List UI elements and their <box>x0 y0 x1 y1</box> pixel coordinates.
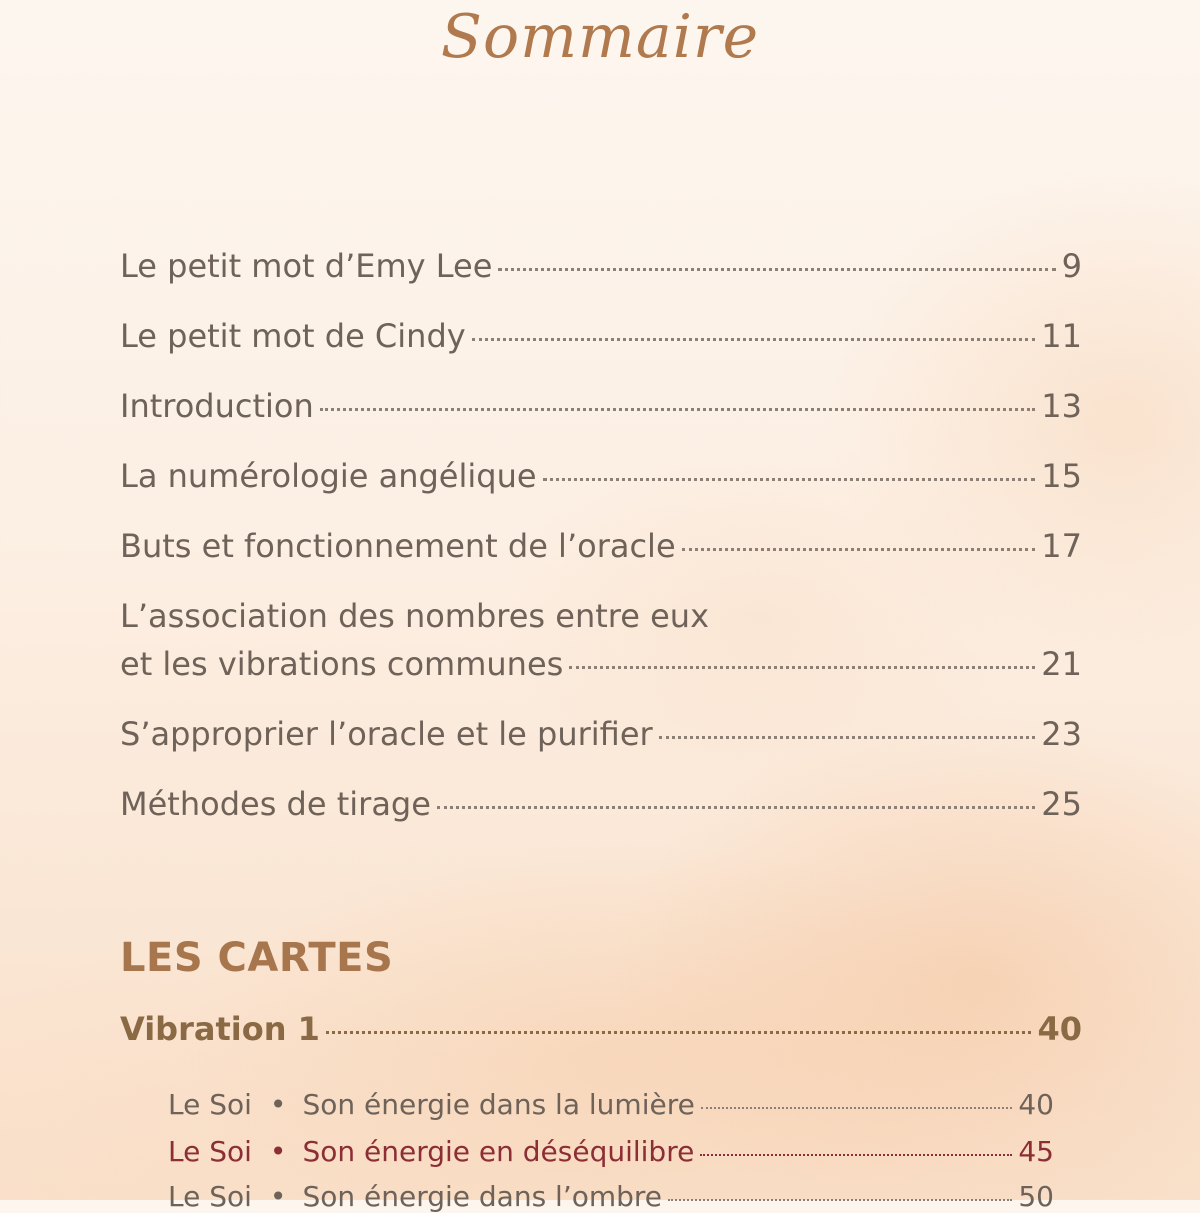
sub-entry-page: 45 <box>1018 1135 1054 1168</box>
dot-leader <box>701 1107 1013 1109</box>
dot-leader <box>326 1031 1032 1034</box>
sub-entry-page: 40 <box>1018 1088 1054 1121</box>
toc-entry-page: 15 <box>1041 457 1082 495</box>
toc-entry-page: 17 <box>1041 527 1082 565</box>
bullet-icon: • <box>269 1135 287 1168</box>
toc-entry[interactable] <box>120 520 1082 590</box>
sub-entry-label: Son énergie dans la lumière <box>302 1088 695 1121</box>
bullet-icon: • <box>269 1180 287 1213</box>
toc-entry[interactable] <box>120 310 1082 380</box>
sub-entry-subject: Le Soi <box>168 1180 252 1213</box>
section-heading: LES CARTES <box>120 935 394 981</box>
vibration-label: Vibration 1 <box>120 1010 320 1048</box>
toc-entry-label: Introduction <box>120 387 314 425</box>
toc-entry-label: Le petit mot d’Emy Lee <box>120 247 493 285</box>
toc-entry-label: Méthodes de tirage <box>120 785 431 823</box>
toc-sub-entry[interactable] <box>168 1088 1054 1121</box>
toc-sub-entry[interactable] <box>168 1180 1054 1213</box>
toc-entry-page: 23 <box>1041 715 1082 753</box>
toc-entry-page: 9 <box>1061 247 1082 285</box>
dot-leader <box>320 408 1036 411</box>
dot-leader <box>543 478 1036 481</box>
toc-entry-page: 21 <box>1041 645 1082 683</box>
toc-entry-label: L’association des nombres entre eux <box>120 597 709 635</box>
bullet-icon: • <box>269 1088 287 1121</box>
toc-entry-page: 11 <box>1041 317 1082 355</box>
sub-entry-label: Son énergie dans l’ombre <box>302 1180 663 1213</box>
vibration-page: 40 <box>1037 1010 1082 1048</box>
page-title: Sommaire <box>440 2 760 72</box>
toc-entry[interactable] <box>120 380 1082 450</box>
toc-entry-label: S’approprier l’oracle et le purifier <box>120 715 653 753</box>
dot-leader <box>498 268 1055 271</box>
dot-leader <box>659 736 1036 739</box>
toc-entry[interactable] <box>120 778 1082 848</box>
toc-entry[interactable] <box>120 450 1082 520</box>
toc-entry-label: Buts et fonctionnement de l’oracle <box>120 527 676 565</box>
table-of-contents <box>120 240 1082 848</box>
toc-entry-label-continued: et les vibrations communes <box>120 645 564 683</box>
dot-leader <box>682 548 1036 551</box>
dot-leader <box>569 666 1035 669</box>
sub-entry-page: 50 <box>1018 1180 1054 1213</box>
toc-vibration-entry[interactable] <box>120 1010 1082 1048</box>
toc-entry-page: 13 <box>1041 387 1082 425</box>
dot-leader <box>700 1154 1012 1156</box>
toc-entry-page: 25 <box>1041 785 1082 823</box>
dot-leader <box>472 338 1036 341</box>
toc-entry[interactable] <box>120 590 1082 708</box>
sub-entry-subject: Le Soi <box>168 1088 252 1121</box>
toc-entry-label: Le petit mot de Cindy <box>120 317 466 355</box>
dot-leader <box>437 806 1035 809</box>
toc-entry[interactable] <box>120 708 1082 778</box>
toc-entry[interactable] <box>120 240 1082 310</box>
sub-entry-label: Son énergie en déséquilibre <box>302 1135 695 1168</box>
dot-leader <box>668 1199 1012 1201</box>
toc-sub-entry[interactable] <box>168 1135 1054 1168</box>
toc-entry-label: La numérologie angélique <box>120 457 537 495</box>
sub-entry-subject: Le Soi <box>168 1135 252 1168</box>
